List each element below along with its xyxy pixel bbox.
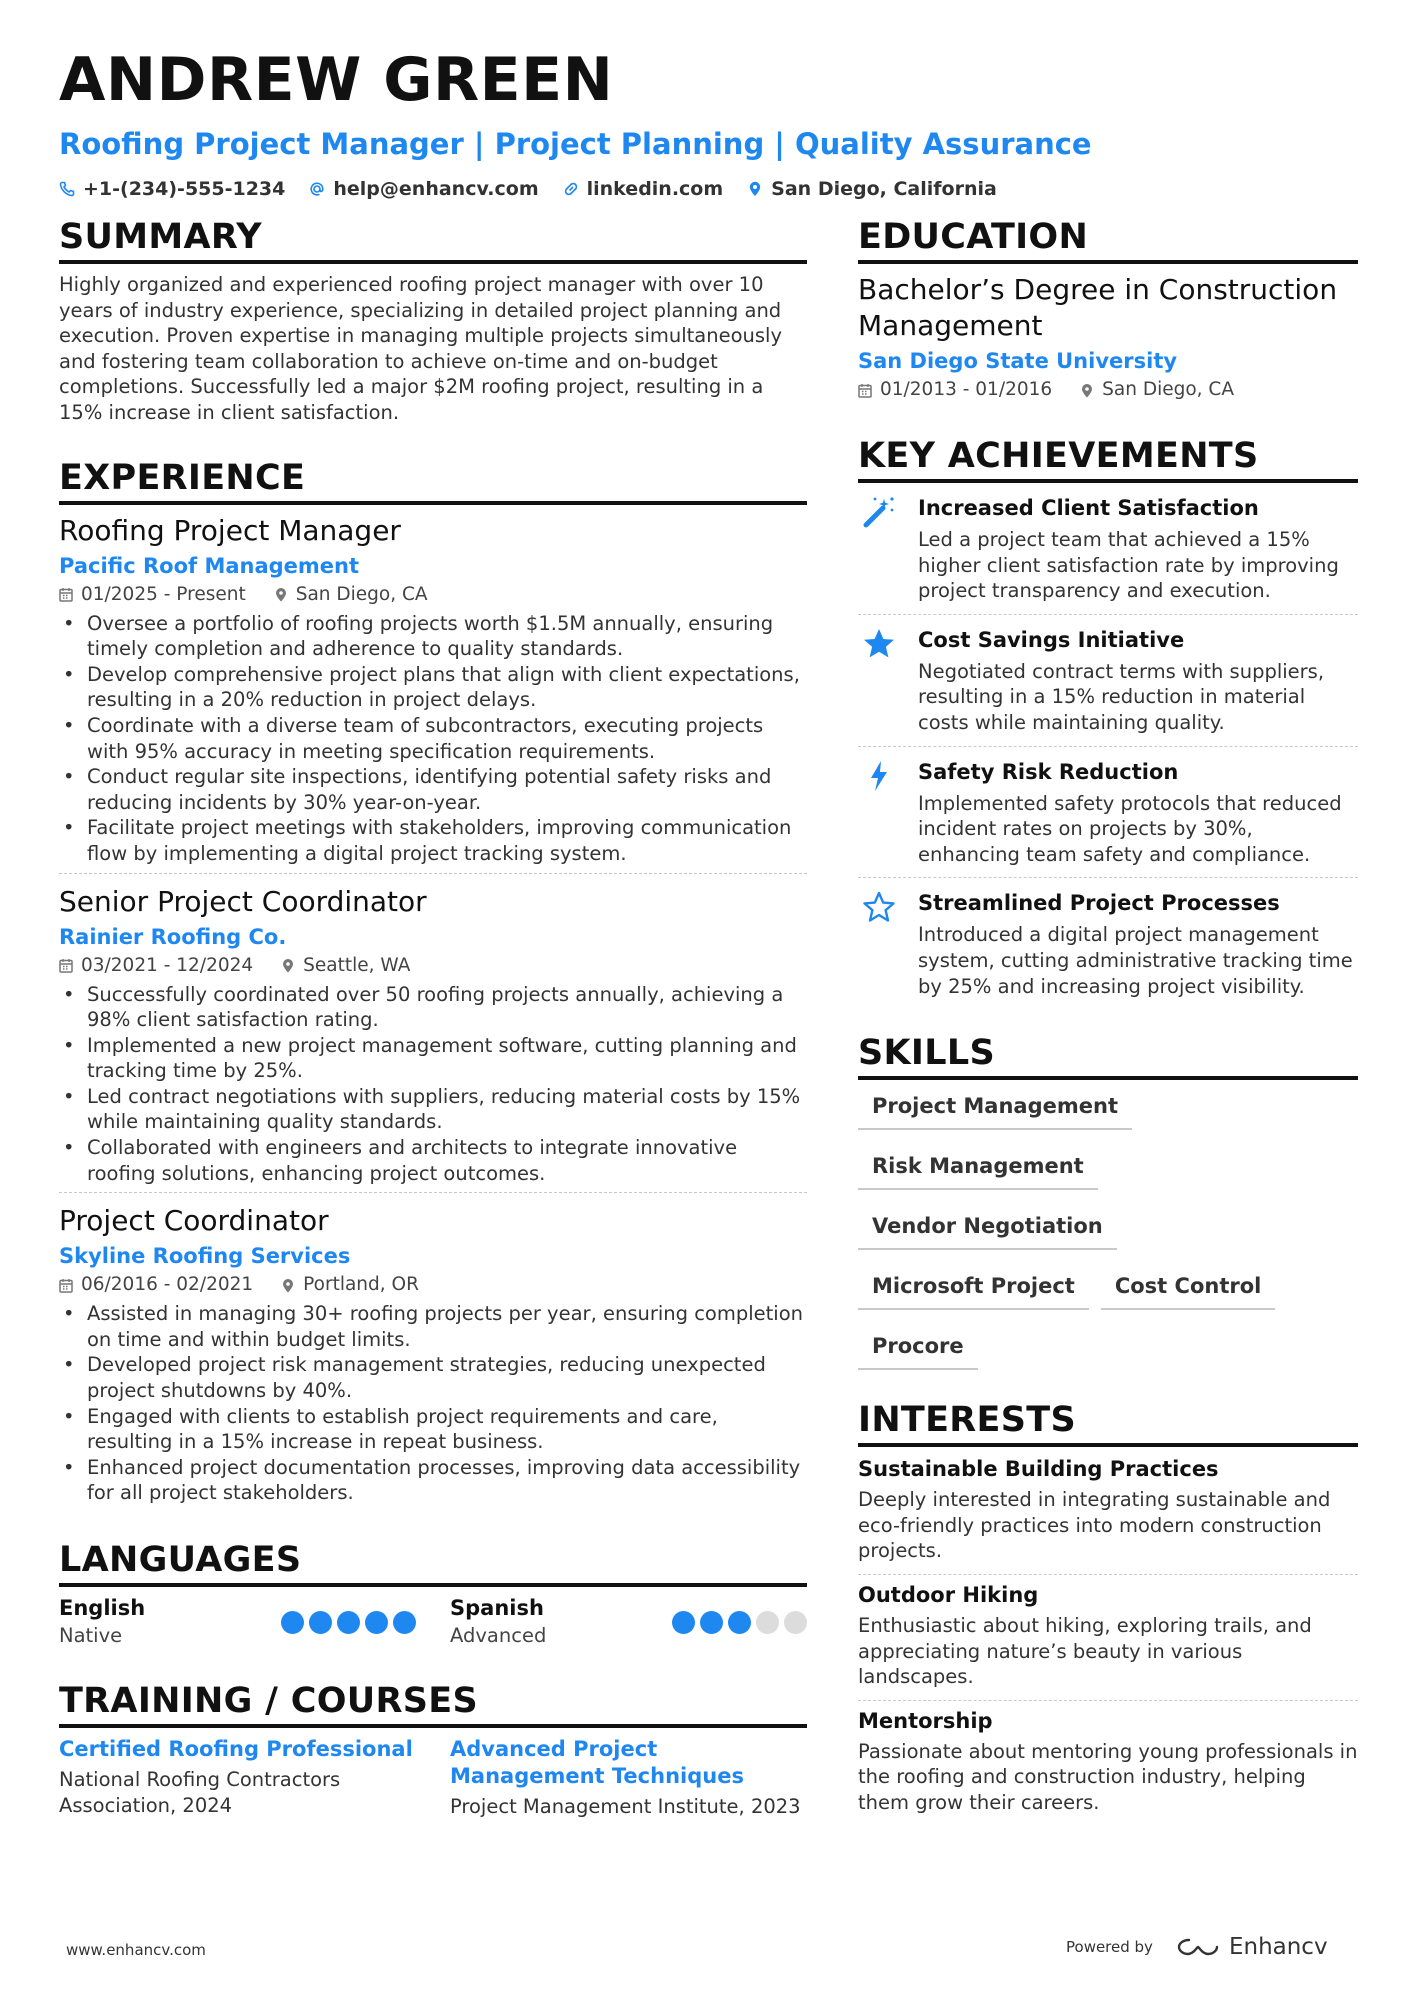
job-dates [59,581,246,609]
language-level: Native [59,1624,123,1647]
interest-title: Mentorship [858,1708,993,1733]
degree-title: Bachelor’s Degree in Construction Management [858,273,1338,342]
job-bullets [59,611,807,867]
education-meta [858,376,1358,404]
training-title: TRAINING / COURSES [59,1679,807,1728]
summary-title: SUMMARY [59,215,807,264]
training-list [59,1736,807,1820]
job-bullet: • Engaged with clients to establish project requirements and care, resulting in a 15% increase in repeat business. [59,1404,807,1455]
achievement-item [858,877,1358,1009]
school-name: San Diego State University [858,349,1178,373]
footer-branding [1066,1934,1328,1960]
location-icon [274,587,288,602]
company-name: Rainier Roofing Co. [59,924,287,949]
job-location-text: Portland, OR [303,1274,419,1296]
language-list [59,1595,807,1649]
experience-title: EXPERIENCE [59,456,807,505]
skill-tag: Microsoft Project [858,1268,1089,1310]
skill-tag: Risk Management [858,1148,1098,1190]
achievement-item [858,483,1358,614]
job-bullet: • Coordinate with a diverse team of subcontractors, executing projects with 95% accuracy in meeting specification requirements. [59,713,807,764]
contact-location-text: San Diego, California [771,178,997,200]
job-bullet: • Assisted in managing 30+ roofing projects per year, ensuring completion on time and within budget limits. [59,1301,807,1352]
interest-item [858,1700,1358,1826]
calendar-icon [59,587,73,602]
job-location-text: San Diego, CA [295,583,428,605]
contact-email-text: help@enhancv.com [333,178,539,200]
company-name: Skyline Roofing Services [59,1244,351,1269]
skills-section [858,1031,1358,1370]
calendar-icon [59,958,73,973]
location-icon [281,958,295,973]
job-bullet: • Led contract negotiations with suppliers, reducing material costs by 15% while maintaining quality standards. [59,1084,807,1135]
rating-dot-filled [700,1611,723,1634]
job-location [274,581,428,609]
skill-tag: Project Management [858,1088,1132,1130]
contact-linkedin[interactable] [563,178,724,200]
magic-wand-icon [862,495,896,529]
training-name: Advanced Project Management Techniques [450,1737,744,1788]
interest-item [858,1574,1358,1700]
powered-by-label: Powered by [1066,1938,1153,1956]
achievements-section [858,434,1358,1009]
achievement-title: Streamlined Project Processes [918,891,1280,916]
achievement-desc: Negotiated contract terms with suppliers, resulting in a 15% reduction in material costs while maintaining quality. [918,659,1325,734]
job-entry [59,1192,807,1512]
interests-section [858,1398,1358,1825]
skill-tag: Procore [858,1328,978,1370]
interest-desc: Deeply interested in integrating sustainable and eco-friendly practices into modern construction projects. [858,1488,1331,1563]
job-bullet: • Collaborated with engineers and architects to integrate innovative roofing solutions, enhancing project outcomes. [59,1135,807,1186]
contact-linkedin-text: linkedin.com [586,178,724,200]
job-bullet: • Oversee a portfolio of roofing projects worth $1.5M annually, ensuring timely completion and adherence to quality standards. [59,611,807,662]
job-entry [59,873,807,1193]
education-section [858,215,1358,404]
job-title: Roofing Project Manager [59,513,401,547]
education-dates-text: 01/2013 - 01/2016 [880,379,1053,400]
experience-section [59,456,807,1512]
footer-website[interactable]: www.enhancv.com [66,1941,206,1959]
contact-phone[interactable] [59,178,285,200]
job-entry [59,513,807,873]
contact-phone-text: +1-(234)-555-1234 [83,178,286,200]
education-title: EDUCATION [858,215,1358,264]
job-meta [59,1271,807,1299]
achievement-item [858,746,1358,878]
rating-dot-filled [393,1611,416,1634]
rating-dot-filled [337,1611,360,1634]
language-name: Spanish [450,1596,544,1620]
job-dates-text: 01/2025 - Present [81,583,246,605]
training-item [59,1736,416,1820]
brand-name: Enhancv [1228,1934,1328,1960]
training-desc: Project Management Institute, 2023 [450,1795,801,1818]
job-dates [59,1271,253,1299]
training-section [59,1679,807,1820]
star-outline-icon [862,890,896,924]
calendar-icon [59,1278,73,1293]
star-filled-icon [862,627,896,661]
job-dates [59,952,253,980]
achievements-title: KEY ACHIEVEMENTS [858,434,1358,483]
achievement-desc: Led a project team that achieved a 15% higher client satisfaction rate by improving project transparency and execution. [918,528,1339,603]
job-bullet: • Implemented a new project management software, cutting planning and tracking time by 25%. [59,1033,807,1084]
job-dates-text: 03/2021 - 12/2024 [81,954,254,976]
contact-location [747,178,997,200]
link-icon [563,181,579,197]
achievement-desc: Introduced a digital project management system, cutting administrative tracking time by 25% and increasing project visibility. [918,923,1353,998]
job-title: Project Coordinator [59,1204,329,1238]
language-item [59,1595,416,1649]
left-column [59,215,807,1850]
phone-icon [59,181,75,197]
job-bullet: • Conduct regular site inspections, identifying potential safety risks and reducing incidents by 30% year-on-year. [59,764,807,815]
interests-title: INTERESTS [858,1398,1358,1447]
job-bullet: • Develop comprehensive project plans that align with client expectations, resulting in a 20% reduction in project delays. [59,662,807,713]
contact-bar [59,178,1359,200]
right-column [858,215,1358,1855]
interest-desc: Enthusiastic about hiking, exploring trails, and appreciating nature’s beauty in various landscapes. [858,1613,1312,1689]
education-dates [858,376,1052,404]
job-location [281,1271,419,1299]
job-bullet: • Successfully coordinated over 50 roofing projects annually, achieving a 98% client satisfaction rating. [59,982,807,1033]
at-icon [309,181,325,197]
achievement-title: Increased Client Satisfaction [918,496,1259,520]
interest-item [858,1449,1358,1574]
rating-dot-filled [309,1611,332,1634]
rating-dot-filled [365,1611,388,1634]
languages-section [59,1538,807,1649]
job-bullet: • Developed project risk management strategies, reducing unexpected project shutdowns by 40%. [59,1352,807,1403]
skill-tag: Cost Control [1101,1268,1276,1310]
job-bullets [59,982,807,1187]
headline: Roofing Project Manager | Project Planning | Quality Assurance [59,127,1092,161]
calendar-icon [858,383,872,398]
languages-title: LANGUAGES [59,1538,807,1587]
location-icon [1080,383,1094,398]
summary-text: Highly organized and experienced roofing project manager with over 10 years of industry experience, specializing in detailed project planning and execution. Proven expertise in managing multiple projects simultaneously and fostering team collaboration to achieve on-time and on-budget completions. Successfully led a major $2M roofing project, resulting in a 15% increase in client satisfaction. [59,273,782,424]
achievement-title: Safety Risk Reduction [918,759,1179,784]
job-meta [59,581,807,609]
achievement-item [858,614,1358,746]
enhancv-logo-icon [1175,1935,1221,1959]
rating-dot-empty [756,1611,779,1634]
rating-dot-filled [281,1611,304,1634]
interest-desc: Passionate about mentoring young professionals in the roofing and construction industry, helping them grow their careers. [858,1739,1358,1814]
education-location [1080,376,1234,404]
job-title: Senior Project Coordinator [59,884,427,918]
language-level: Advanced [450,1624,547,1647]
skill-tag: Vendor Negotiation [858,1208,1117,1250]
brand-logo[interactable] [1175,1934,1328,1960]
job-bullet: • Facilitate project meetings with stakeholders, improving communication flow by implementing a digital project tracking system. [59,815,807,866]
training-name: Certified Roofing Professional [59,1737,413,1761]
summary-section [59,215,807,426]
language-name: English [59,1596,146,1620]
interest-title: Sustainable Building Practices [858,1457,1219,1482]
training-desc: National Roofing Contractors Association, 2024 [59,1768,341,1817]
education-location-text: San Diego, CA [1102,379,1235,400]
interest-title: Outdoor Hiking [858,1582,1039,1607]
job-location-text: Seattle, WA [303,954,411,976]
resume-header [59,44,1359,200]
lightning-icon [862,759,896,793]
job-bullet: • Enhanced project documentation processes, improving data accessibility for all project stakeholders. [59,1455,807,1506]
skills-title: SKILLS [858,1031,1358,1080]
job-meta [59,952,807,980]
skill-list [858,1088,1358,1370]
location-icon [747,181,763,197]
language-rating [672,1611,807,1649]
job-bullets [59,1301,807,1506]
candidate-name: ANDREW GREEN [59,45,614,115]
contact-email[interactable] [309,178,538,200]
location-icon [281,1278,295,1293]
language-item [450,1595,807,1649]
job-location [281,952,410,980]
language-rating [281,1611,416,1649]
job-dates-text: 06/2016 - 02/2021 [81,1274,254,1296]
rating-dot-filled [728,1611,751,1634]
achievement-title: Cost Savings Initiative [918,627,1185,652]
training-item [450,1736,807,1820]
company-name: Pacific Roof Management [59,553,360,578]
rating-dot-filled [672,1611,695,1634]
achievement-desc: Implemented safety protocols that reduced incident rates on projects by 30%, enhancing team safety and compliance. [918,791,1342,866]
rating-dot-empty [784,1611,807,1634]
